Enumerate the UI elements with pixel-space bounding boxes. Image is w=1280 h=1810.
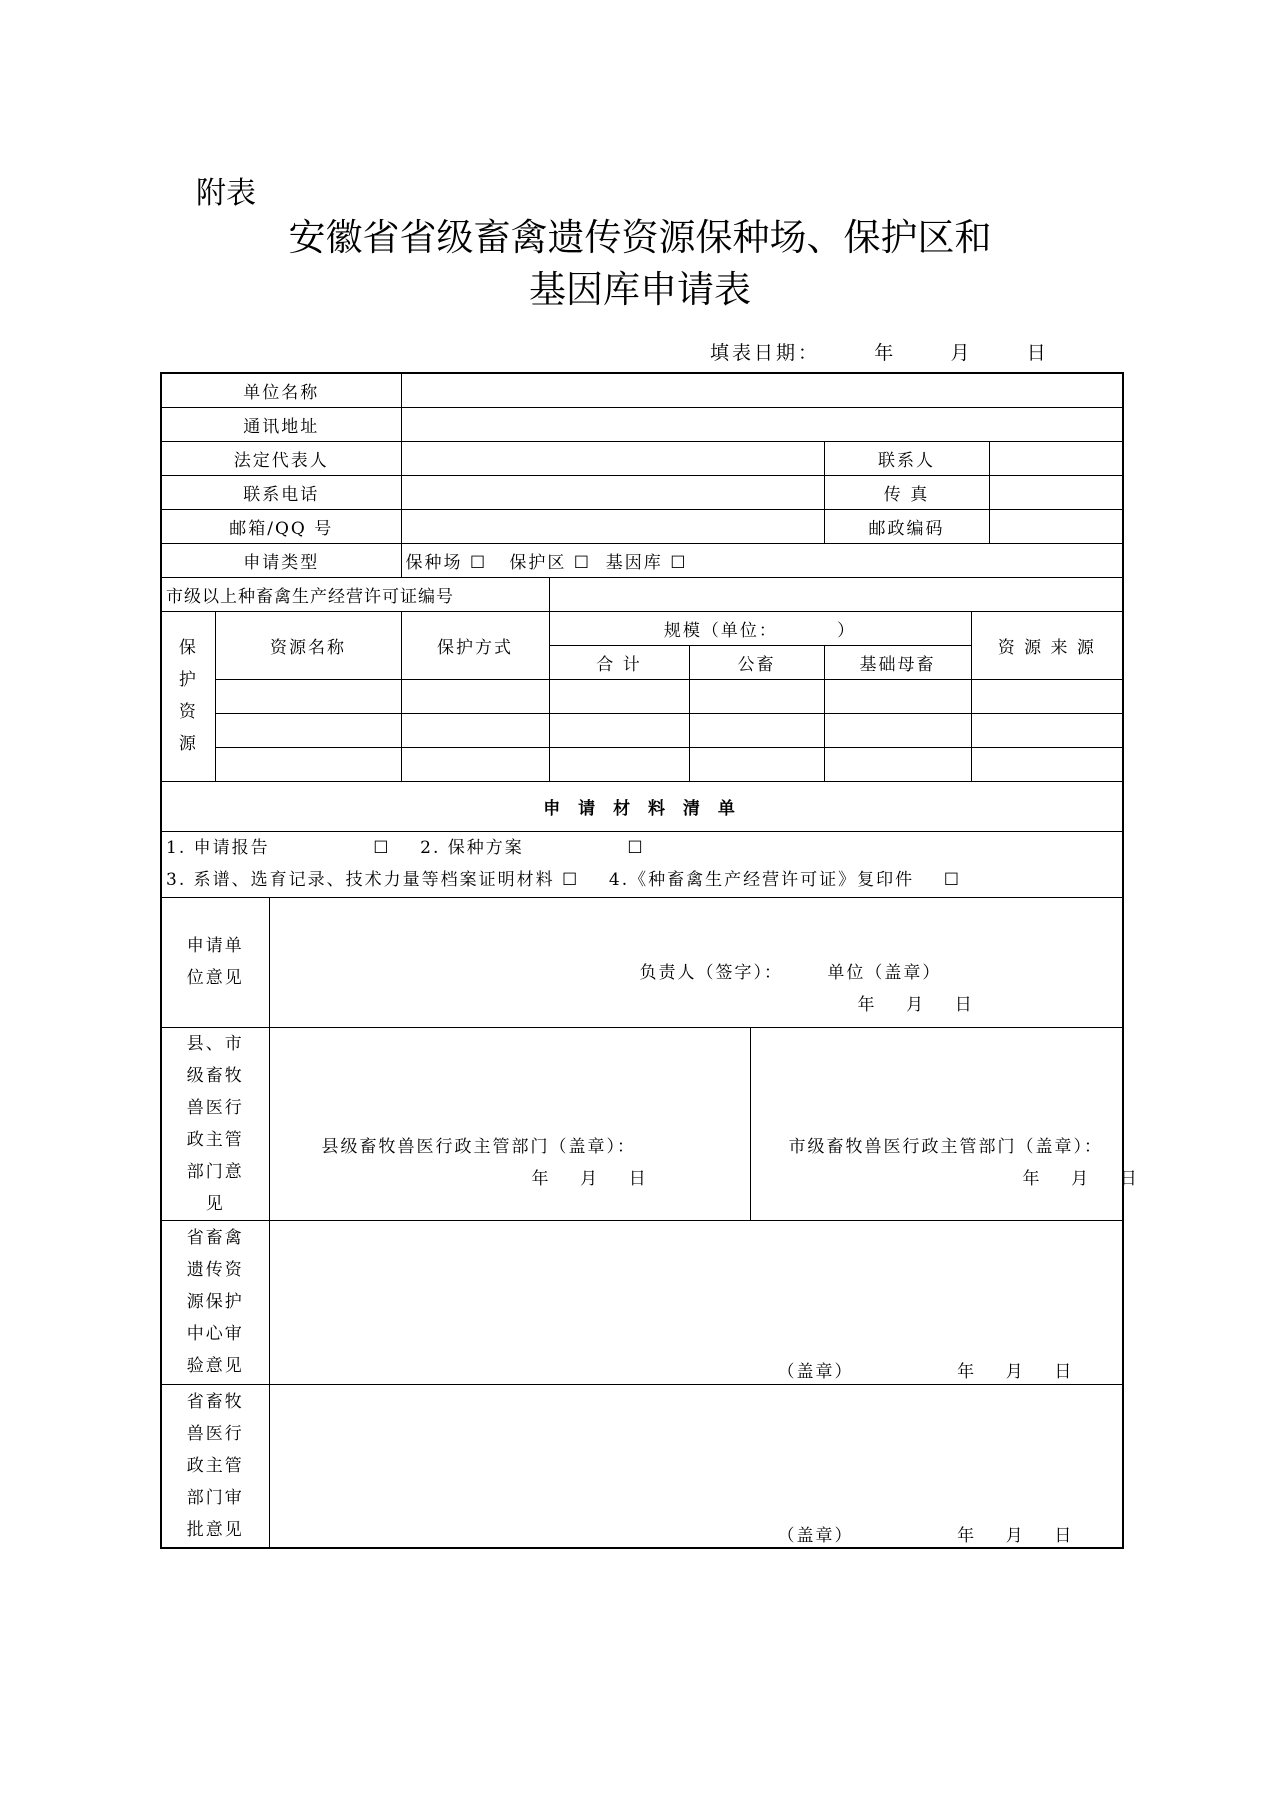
scale-male-header: 公畜 (689, 645, 824, 679)
applicant-date: 年 月 日 (857, 994, 974, 1015)
scale-female-cell[interactable] (824, 713, 971, 747)
center-opinion-label (161, 1220, 269, 1384)
county-date: 年 月 日 (531, 1168, 648, 1189)
county-dept-stamp: 县级畜牧兽医行政主管部门（盖章）： (321, 1136, 636, 1157)
postcode-field[interactable] (989, 509, 1123, 543)
contact-person-label: 联系人 (824, 441, 989, 475)
fax-label: 传 真 (824, 475, 989, 509)
protection-method-header: 保护方式 (401, 611, 549, 679)
unit-name-label: 单位名称 (161, 373, 401, 407)
applicant-sign-line: 负责人（签字）： 单位（盖章） (639, 962, 942, 983)
materials-list (161, 831, 1123, 897)
applicant-opinion-field[interactable] (269, 897, 1123, 1027)
fax-field[interactable] (989, 475, 1123, 509)
unit-name-field[interactable] (401, 373, 1123, 407)
center-opinion-field[interactable] (269, 1220, 1123, 1384)
materials-header: 申 请 材 料 清 单 (161, 781, 1123, 831)
scale-total-header: 合 计 (549, 645, 689, 679)
resource-row (161, 747, 1123, 781)
resource-source-header: 资 源 来 源 (971, 611, 1123, 679)
address-field[interactable] (401, 407, 1123, 441)
address-label: 通讯地址 (161, 407, 401, 441)
city-dept-stamp: 市级畜牧兽医行政主管部门（盖章）： (788, 1136, 1103, 1157)
legal-rep-field[interactable] (401, 441, 824, 475)
attachment-label: 附表 (196, 176, 256, 211)
applicant-opinion-label (161, 897, 269, 1027)
email-qq-field[interactable] (401, 509, 824, 543)
materials-item-row1[interactable]: 1. 申请报告 ☐ 2. 保种方案 ☐ (166, 838, 645, 858)
form-title-line1: 安徽省省级畜禽遗传资源保种场、保护区和 (288, 216, 992, 259)
contact-person-field[interactable] (989, 441, 1123, 475)
postcode-label: 邮政编码 (824, 509, 989, 543)
scale-female-cell[interactable] (824, 747, 971, 781)
resource-row (161, 713, 1123, 747)
resource-name-cell[interactable] (215, 679, 401, 713)
center-opinion-text: 省畜禽遗传资源保护中心审验意见 (186, 1228, 244, 1376)
city-opinion-field[interactable] (750, 1027, 1139, 1220)
scale-male-cell[interactable] (689, 679, 824, 713)
protected-resources-label (161, 611, 215, 781)
form-title-line2: 基因库申请表 (529, 268, 751, 311)
scale-female-cell[interactable] (824, 679, 971, 713)
resource-source-cell[interactable] (971, 713, 1123, 747)
application-table (160, 372, 1139, 1549)
apply-type-options[interactable]: 保种场 ☐ 保护区 ☐ 基因库 ☐ (401, 543, 1123, 577)
protection-method-cell[interactable] (401, 747, 549, 781)
resource-source-cell[interactable] (971, 679, 1123, 713)
license-no-field[interactable] (549, 577, 1123, 611)
protected-resources-text: 保护资源 (178, 638, 198, 754)
resource-name-cell[interactable] (215, 713, 401, 747)
email-qq-label: 邮箱/QQ 号 (161, 509, 401, 543)
applicant-opinion-text: 申请单位意见 (186, 936, 244, 988)
center-stamp-date: （盖章） 年 月 日 (777, 1361, 1074, 1382)
city-date: 年 月 日 (1022, 1168, 1139, 1189)
resource-name-cell[interactable] (215, 747, 401, 781)
scale-header: 规模（单位： ） (549, 611, 971, 645)
protection-method-cell[interactable] (401, 713, 549, 747)
resource-name-header: 资源名称 (215, 611, 401, 679)
scale-total-cell[interactable] (549, 747, 689, 781)
fill-date: 填表日期： 年 月 日 (710, 342, 1049, 364)
province-opinion-field[interactable] (269, 1384, 1123, 1548)
scale-total-cell[interactable] (549, 713, 689, 747)
phone-field[interactable] (401, 475, 824, 509)
county-opinion-field[interactable] (269, 1027, 750, 1220)
scale-total-cell[interactable] (549, 679, 689, 713)
county-city-opinion-text: 县、市级畜牧兽医行政主管部门意见 (186, 1033, 244, 1214)
resource-row (161, 679, 1123, 713)
resource-source-cell[interactable] (971, 747, 1123, 781)
legal-rep-label: 法定代表人 (161, 441, 401, 475)
license-no-label: 市级以上种畜禽生产经营许可证编号 (161, 577, 549, 611)
scale-male-cell[interactable] (689, 747, 824, 781)
materials-item-row2[interactable]: 3. 系谱、选育记录、技术力量等档案证明材料 ☐ 4.《种畜禽生产经营许可证》复印件 ☐ (166, 870, 961, 890)
phone-label: 联系电话 (161, 475, 401, 509)
province-stamp-date: （盖章） 年 月 日 (777, 1525, 1074, 1546)
province-opinion-text: 省畜牧兽医行政主管部门审批意见 (186, 1391, 244, 1540)
apply-type-label: 申请类型 (161, 543, 401, 577)
protection-method-cell[interactable] (401, 679, 549, 713)
scale-male-cell[interactable] (689, 713, 824, 747)
province-opinion-label (161, 1384, 269, 1548)
county-city-opinion-label (161, 1027, 269, 1220)
scale-female-header: 基础母畜 (824, 645, 971, 679)
